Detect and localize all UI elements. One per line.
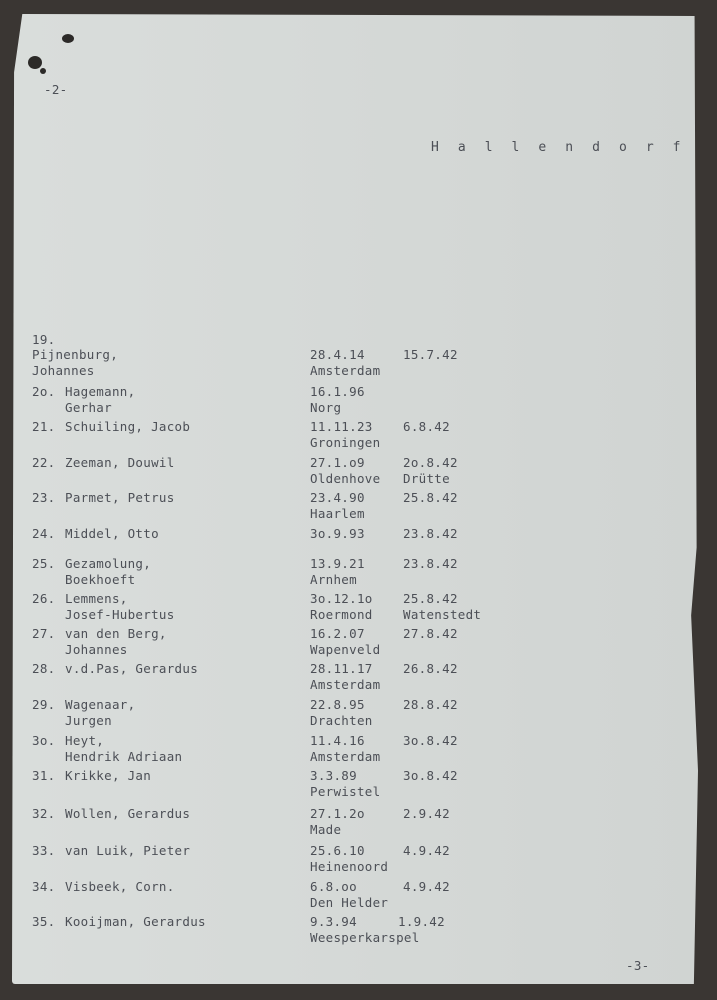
entry-name-line2: Hendrik Adriaan bbox=[65, 749, 183, 764]
page-marker-bottom: -3- bbox=[626, 958, 650, 973]
entry-date: 15.7.42 bbox=[403, 347, 458, 362]
entry-number: 3o. bbox=[32, 733, 56, 748]
list-item bbox=[0, 914, 700, 950]
entry-number: 27. bbox=[32, 626, 56, 641]
entry-number: 29. bbox=[32, 697, 56, 712]
entry-birth-date: 16.1.96 bbox=[310, 384, 365, 399]
entry-name-line2: Boekhoeft bbox=[65, 572, 136, 587]
page-marker-top: -2- bbox=[44, 82, 68, 97]
entry-name: Visbeek, Corn. bbox=[65, 879, 175, 894]
entry-birth-date: 16.2.07 bbox=[310, 626, 365, 641]
entry-date: 4.9.42 bbox=[403, 879, 450, 894]
entry-name: Heyt, bbox=[65, 733, 105, 748]
entry-number: 32. bbox=[32, 806, 56, 821]
entry-birth-date: 3o.12.1o bbox=[310, 591, 373, 606]
list-item bbox=[0, 879, 700, 915]
entry-birth-place: Amsterdam bbox=[310, 677, 381, 692]
entry-number: 24. bbox=[32, 526, 56, 541]
entry-birth-place: Roermond bbox=[310, 607, 373, 622]
entry-name: Wollen, Gerardus bbox=[65, 806, 191, 821]
entry-name-line2: Johannes bbox=[65, 642, 128, 657]
ink-smudge bbox=[28, 56, 42, 69]
entry-date: 23.8.42 bbox=[403, 556, 458, 571]
entry-birth-date: 23.4.90 bbox=[310, 490, 365, 505]
entry-number: 23. bbox=[32, 490, 56, 505]
entry-number: 28. bbox=[32, 661, 56, 676]
entry-name: Lemmens, bbox=[65, 591, 128, 606]
entry-date: 25.8.42 bbox=[403, 490, 458, 505]
entry-birth-place: Weesperkarspel bbox=[310, 930, 420, 945]
list-item bbox=[0, 768, 700, 804]
entry-date: 3o.8.42 bbox=[403, 768, 458, 783]
entry-date: 4.9.42 bbox=[403, 843, 450, 858]
entry-birth-date: 6.8.oo bbox=[310, 879, 357, 894]
entry-date: 23.8.42 bbox=[403, 526, 458, 541]
entry-birth-date: 9.3.94 bbox=[310, 914, 357, 929]
entry-place: Drütte bbox=[403, 471, 450, 486]
entry-date: 28.8.42 bbox=[403, 697, 458, 712]
list-item bbox=[0, 419, 700, 455]
entry-birth-place: Haarlem bbox=[310, 506, 365, 521]
entry-birth-date: 3o.9.93 bbox=[310, 526, 365, 541]
entry-name: Wagenaar, bbox=[65, 697, 136, 712]
ink-smudge bbox=[62, 34, 74, 43]
entry-number: 22. bbox=[32, 455, 56, 470]
list-item bbox=[0, 626, 700, 662]
entry-name: Krikke, Jan bbox=[65, 768, 152, 783]
entry-date: 25.8.42 bbox=[403, 591, 458, 606]
entry-birth-date: 27.1.2o bbox=[310, 806, 365, 821]
entry-date: 27.8.42 bbox=[403, 626, 458, 641]
entry-birth-place: Wapenveld bbox=[310, 642, 381, 657]
list-item bbox=[0, 556, 700, 592]
entry-birth-place: Den Helder bbox=[310, 895, 389, 910]
entry-name: v.d.Pas, Gerardus bbox=[65, 661, 199, 676]
entry-number: 33. bbox=[32, 843, 56, 858]
entry-name: Zeeman, Douwil bbox=[65, 455, 175, 470]
list-item bbox=[0, 455, 700, 491]
page-title: H a l l e n d o r f bbox=[431, 140, 687, 155]
entry-birth-date: 11.11.23 bbox=[310, 419, 373, 434]
entry-birth-place: Perwistel bbox=[310, 784, 381, 799]
entry-name-line2: Gerhar bbox=[65, 400, 112, 415]
entry-name: Pijnenburg, bbox=[32, 347, 119, 362]
ink-smudge bbox=[40, 68, 46, 74]
entry-number: 25. bbox=[32, 556, 56, 571]
entry-date: 1.9.42 bbox=[398, 914, 445, 929]
entry-birth-place: Norg bbox=[310, 400, 342, 415]
list-item bbox=[0, 806, 700, 842]
entry-birth-date: 3.3.89 bbox=[310, 768, 357, 783]
entry-birth-place: Oldenhove bbox=[310, 471, 381, 486]
entry-date: 3o.8.42 bbox=[403, 733, 458, 748]
list-item bbox=[0, 384, 700, 420]
entry-number: 21. bbox=[32, 419, 56, 434]
first-entry-number: 19. bbox=[32, 332, 56, 347]
entry-name: Kooijman, Gerardus bbox=[65, 914, 206, 929]
entry-name: Gezamolung, bbox=[65, 556, 152, 571]
entry-date: 2.9.42 bbox=[403, 806, 450, 821]
entry-birth-date: 28.4.14 bbox=[310, 347, 365, 362]
entry-number: 26. bbox=[32, 591, 56, 606]
list-item bbox=[0, 661, 700, 697]
entry-birth-place: Made bbox=[310, 822, 342, 837]
list-item bbox=[0, 347, 700, 383]
list-item bbox=[0, 733, 700, 769]
entry-name-line2: Johannes bbox=[32, 363, 95, 378]
entry-number: 31. bbox=[32, 768, 56, 783]
entry-birth-place: Amsterdam bbox=[310, 363, 381, 378]
entry-name: Hagemann, bbox=[65, 384, 136, 399]
entry-name: van den Berg, bbox=[65, 626, 167, 641]
list-item bbox=[0, 697, 700, 733]
entry-birth-date: 27.1.o9 bbox=[310, 455, 365, 470]
entry-date: 2o.8.42 bbox=[403, 455, 458, 470]
entry-name: Parmet, Petrus bbox=[65, 490, 175, 505]
entry-name-line2: Josef-Hubertus bbox=[65, 607, 175, 622]
entry-name: Schuiling, Jacob bbox=[65, 419, 191, 434]
list-item bbox=[0, 490, 700, 526]
list-item bbox=[0, 843, 700, 879]
entry-birth-date: 13.9.21 bbox=[310, 556, 365, 571]
entry-birth-date: 22.8.95 bbox=[310, 697, 365, 712]
entry-number: 35. bbox=[32, 914, 56, 929]
entry-date: 6.8.42 bbox=[403, 419, 450, 434]
entry-number: 34. bbox=[32, 879, 56, 894]
list-item bbox=[0, 591, 700, 627]
entry-birth-date: 11.4.16 bbox=[310, 733, 365, 748]
entry-name: Middel, Otto bbox=[65, 526, 159, 541]
entry-number: 2o. bbox=[32, 384, 56, 399]
entry-birth-date: 25.6.10 bbox=[310, 843, 365, 858]
entry-name-line2: Jurgen bbox=[65, 713, 112, 728]
entry-birth-place: Arnhem bbox=[310, 572, 357, 587]
entry-date: 26.8.42 bbox=[403, 661, 458, 676]
entry-birth-place: Amsterdam bbox=[310, 749, 381, 764]
entry-birth-place: Heinenoord bbox=[310, 859, 389, 874]
entry-birth-place: Drachten bbox=[310, 713, 373, 728]
entry-birth-place: Groningen bbox=[310, 435, 381, 450]
entry-birth-date: 28.11.17 bbox=[310, 661, 373, 676]
entry-name: van Luik, Pieter bbox=[65, 843, 191, 858]
entry-place: Watenstedt bbox=[403, 607, 482, 622]
